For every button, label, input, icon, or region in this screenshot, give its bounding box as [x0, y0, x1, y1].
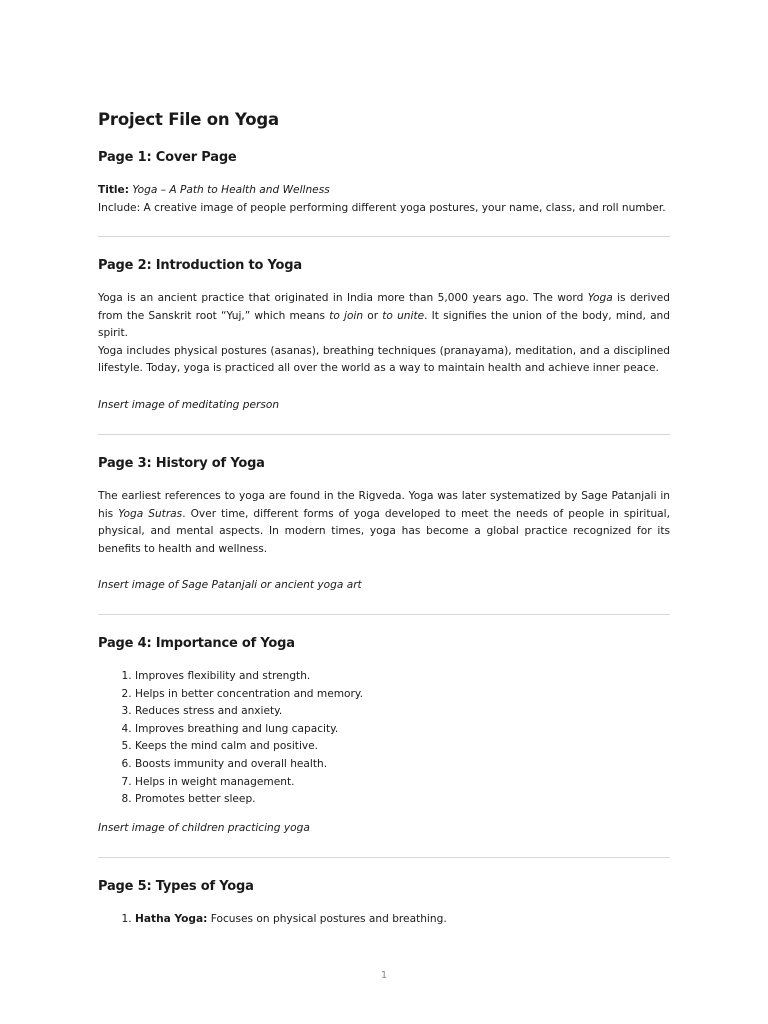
types-list	[98, 911, 447, 929]
divider	[98, 857, 670, 858]
list-item: 8. Promotes better sleep.	[135, 791, 363, 809]
intro-image-note: Insert image of meditating person	[98, 399, 280, 411]
history-paragraph: The earliest references to yoga are found in the Rigveda. Yoga was later systematized by Sage Patanjali in his Yoga Sutras. Over time, different forms of yoga developed to meet the needs of people in spiritual, physical, and mental aspects. In modern times, yoga has become a global practice recognized for its benefits to health and wellness.	[98, 490, 670, 555]
history-image-note: Insert image of Sage Patanjali or ancient yoga art	[98, 579, 362, 591]
types-heading: Page 5: Types of Yoga	[98, 879, 254, 894]
title-value: Yoga – A Path to Health and Wellness	[132, 184, 330, 196]
title-label: Title:	[98, 184, 129, 196]
cover-details	[98, 182, 670, 217]
list-item: 6. Boosts immunity and overall health.	[135, 756, 363, 774]
importance-list	[98, 668, 363, 809]
cover-page-heading: Page 1: Cover Page	[98, 150, 237, 165]
divider	[98, 614, 670, 615]
divider	[98, 236, 670, 237]
list-item: 5. Keeps the mind calm and positive.	[135, 738, 363, 756]
importance-heading: Page 4: Importance of Yoga	[98, 636, 295, 651]
list-item: 1. Hatha Yoga: Focuses on physical postures and breathing.	[135, 911, 447, 929]
importance-image-note: Insert image of children practicing yoga	[98, 822, 310, 834]
include-text: Include: A creative image of people performing different yoga postures, your name, class, and roll number.	[98, 201, 666, 214]
document-title: Project File on Yoga	[98, 110, 279, 129]
list-item: 7. Helps in weight management.	[135, 774, 363, 792]
intro-paragraph: Yoga is an ancient practice that originated in India more than 5,000 years ago. The word Yoga is derived from the Sanskrit root “Yuj,” which means to join or to unite. It signifies the union of the body, mind, and spirit. Yoga includes physical postures (asanas), breathing techniques (pranayama), meditation, and a disciplined lifestyle. Today, yoga is practiced all over the world as a way to maintain health and achieve inner peace.	[98, 292, 670, 374]
page-number: 1	[380, 970, 388, 981]
intro-heading: Page 2: Introduction to Yoga	[98, 258, 302, 273]
list-item: 2. Helps in better concentration and memory.	[135, 686, 363, 704]
history-heading: Page 3: History of Yoga	[98, 456, 265, 471]
list-item: 3. Reduces stress and anxiety.	[135, 703, 363, 721]
list-item: 4. Improves breathing and lung capacity.	[135, 721, 363, 739]
list-item: 1. Improves flexibility and strength.	[135, 668, 363, 686]
divider	[98, 434, 670, 435]
